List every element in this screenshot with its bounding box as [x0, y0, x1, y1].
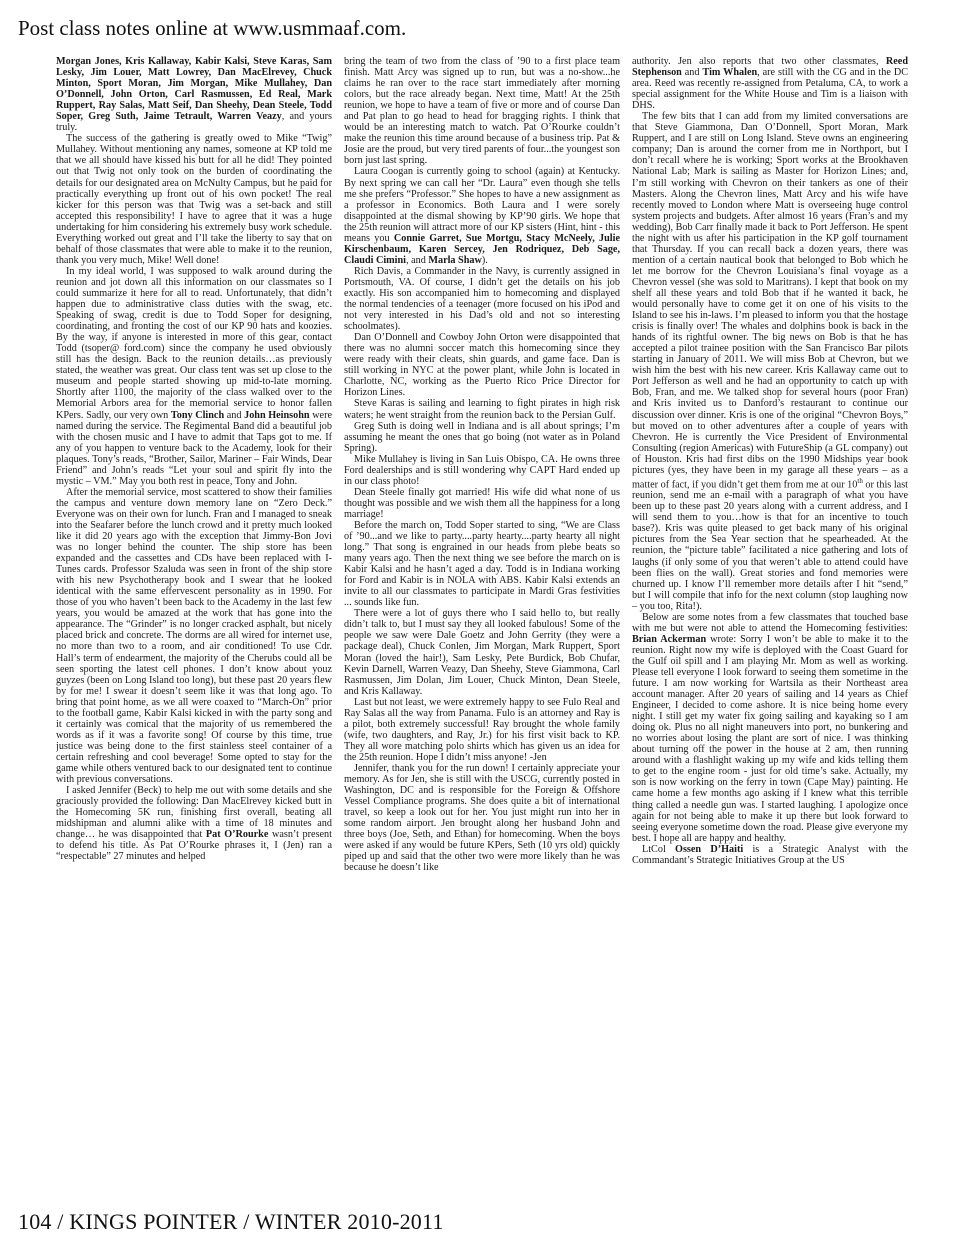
paragraph: bring the team of two from the class of ’90 to a first place team finish. Matt Arcy was signed up to run, but was a no-show...he claims he ran over to the race start immediately after morning colors, but the race already began. Next time, Matt! At the 25th reunion, we hope to have a team of five or more and of course Dan and Pat plan to go head to head for bragging rights. I think that would be an interesting match to watch. Pat O’Rourke couldn’t make the reunion this time around because of a business trip. Pat & Josie are the proud, but very tired parents of four...the youngest son born just last spring.	[344, 56, 620, 167]
article-column-2	[344, 56, 620, 1180]
paragraph: There were a lot of guys there who I said hello to, but really didn’t talk to, but I must say they all looked fabulous! Some of the people we saw were Dale Goetz and John Gerrity (they were a package deal), Chuck Conlen, Jim Morgan, Mark Ruppert, Sport Moran (loved the hair!), Sam Lesky, Pete Burdick, Bob Chufar, Kevin Darnell, Warren Veazy, Dan Sheehy, Steve Giammona, Carl Rasmussen, Jim Dolan, Jim Louer, Chuck Minton, Dean Steele, and Kris Kallaway.	[344, 608, 620, 697]
paragraph: Mike Mullahey is living in San Luis Obispo, CA. He owns three Ford dealerships and is still wondering why CAPT Hard ended up in our class photo!	[344, 453, 620, 487]
paragraph: Dan O’Donnell and Cowboy John Orton were disappointed that there was no alumni soccer match this homecoming since they were ready with their cleats, shin guards, and game face. Dan is still working in NYC at the power plant, while John is located in Charlotte, NC, working as the Puerto Rico Price Director for Horizon Lines.	[344, 332, 620, 399]
paragraph: I asked Jennifer (Beck) to help me out with some details and she graciously provided the following: Dan MacElrevey kicked butt in the Homecoming 5K run, finishing first overall, beating all midshipman and alumni alike with a time of 18 minutes and change… he was disappointed that Pat O’Rourke wasn’t present to defend his title. As Pat O’Rourke phrases it, I (Jen) ran a “respectable” 27 minutes and helped	[56, 785, 332, 863]
paragraph: Jennifer, thank you for the run down! I certainly appreciate your memory. As for Jen, she is still with the USCG, currently posted in Washington, DC and is responsible for the Foreign & Offshore Vessel Compliance programs. She does quite a bit of international travel, so keep a look out for her. You just might run into her in some random airport. Jen brought along her husband John and three boys (Joe, Seth, and Ethan) for homecoming. When the boys were asked if any would be future KPers, Seth (10 yrs old) quickly piped up and said that the other two were more likely than he was because he doesn’t like	[344, 763, 620, 874]
paragraph: Greg Suth is doing well in Indiana and is all about springs; I’m assuming he meant the ones that go boing (not water as in Poland Spring).	[344, 420, 620, 454]
page-folio: 104 / KINGS POINTER / WINTER 2010-2011	[18, 1209, 444, 1234]
paragraph: Morgan Jones, Kris Kallaway, Kabir Kalsi, Steve Karas, Sam Lesky, Jim Louer, Matt Lowrey, Dan MacElrevey, Chuck Minton, Sport Moran, Jim Morgan, Mike Mullahey, Dan O’Donnell, John Orton, Carl Rasmussen, Ed Real, Mark Ruppert, Ray Salas, Matt Seif, Dan Sheehy, Dean Steele, Todd Soper, Greg Suth, Jaime Tetrault, Warren Veazy, and yours truly.	[56, 56, 332, 134]
paragraph: Dean Steele finally got married! His wife did what none of us thought was possible and we wish them all the happiness for a long marriage!	[344, 486, 620, 520]
paragraph: Below are some notes from a few classmates that touched base with me but were not able to attend the Homecoming festivities: Brian Ackerman wrote: Sorry I won’t be able to make it to the reunion. Right now my wife is deployed with the Coast Guard for the Gulf oil spill and I am playing Mr. Mom as well as working. Please tell everyone I look forward to seeing them sometime in the future. I am now working for Wartsila as their Northeast area account manager. After 20 years of sailing and 14 years as Chief Engineer, I decided to come ashore. It is nice being home every night. I still get my water fix going sailing and kayaking so I am doing ok. Plus no all night maneuvers into port, no bunkering and no worries about losing the plant are sort of nice. I was thinking about turning off the power in the house at 2 am, then running around with a flashlight waking up my wife and kids telling them to get to the engine room - just for old time’s sake. Actually, my son is now working on the ferry in town (Cape May) painting. He came home a few months ago asking if I knew what this terrible thing called a needle gun was. I started laughing. I apologize once again for not being able to make it up there but look forward to seeing everyone sometime down the road. Please give everyone my best. I hope all are happy and healthy.	[632, 611, 908, 844]
paragraph: The success of the gathering is greatly owed to Mike “Twig” Mullahey. Without mentioning any names, someone at KP told me that we all should have kissed his butt for all he did! They pointed out that Twig not only took on the burden of coordinating the details for our designated area on McNulty Campus, but he paid for practically everything up front out of his own pocket! The real kicker for this person was that Twig was a set-back and still accepted this responsibility! I have to agree that it was a huge undertaking for him considering his extremely busy work schedule. Everything worked out great and I’ll take the liberty to say that on behalf of those classmates that were able to make it to the reunion, thank you very much, Mike! Well done!	[56, 133, 332, 266]
article-column-1	[56, 56, 332, 1180]
article-columns	[56, 56, 908, 1180]
paragraph: In my ideal world, I was supposed to walk around during the reunion and jot down all this information on our classmates so I could summarize it here for all to read. Unfortunately, that didn’t happen due to administrative class duties with the swag, etc. Speaking of swag, credit is due to Todd Soper for designing, coordinating, and fronting the cost of our KP 90 hats and koozies. By the way, if anyone is interested in more of this gear, contact Todd (tsoper@ ford.com) since the company he used obviously still has the design. Back to the reunion details…as previously stated, the weather was great. Our class tent was set up close to the museum and people started showing up mid-to-late morning. Shortly after 1100, the majority of the class walked over to the Memorial Arbors area for the memorial service to honor fallen KPers. Sadly, our very own Tony Clinch and John Heinsohn were named during the service. The Regimental Band did a beautiful job with the chosen music and I have to admit that Taps got to me. If any of you happen to venture back to the Academy, look for their plaques. Tony’s reads, “Brother, Sailor, Mariner – Fair Winds, Dear Friend” and John’s reads “Let your soul and spirit fly into the mystic – VM.” May you both rest in peace, Tony and John.	[56, 265, 332, 487]
paragraph: Rich Davis, a Commander in the Navy, is currently assigned in Portsmouth, VA. Of course, I didn’t get the details on his job exactly. His son accompanied him to homecoming and displayed the normal tendencies of a teenager (more focused on his iPod and not very interested in his Dad’s old and not so interesting schoolmates).	[344, 265, 620, 333]
page-top-line: Post class notes online at www.usmmaaf.com.	[18, 16, 407, 40]
paragraph: LtCol Ossen D’Haiti is a Strategic Analyst with the Commandant’s Strategic Initiatives Group at the US	[632, 843, 908, 866]
paragraph: Before the march on, Todd Soper started to sing, “We are Class of ’90...and we like to party....party hearty....party hearty all night long.” That song is engrained in our heads from plebe beats so many years ago. Then the next thing we see before the march on is Kabir Kalsi and he hasn’t aged a day. Todd is in Indiana working for Ford and Kabir is in NOLA with ABS. Kabir Kalsi extends an invite to all our classmates to participate in Mardi Gras festivities ... sounds like fun.	[344, 519, 620, 609]
paragraph: After the memorial service, most scattered to show their families the campus and venture down memory lane on “Zero Deck.” Everyone was on their own for lunch. Fran and I managed to sneak into the Seafarer before the lunch crowd and it pretty much looked like it did 20 years ago with the exception that Jimmy-Bon Jovi was no longer behind the counter. The ship store has been expanded and the cassettes and CDs have been replaced with I-Tunes cards. Professor Szaluda was seen in front of the ship store with his new Psychotherapy book and I swear that he looked identical with the same effervescent personality as in 1990. For those of you who haven’t been back to the Academy in the last few years, you would be amazed at the work that has gone into the appearance. The “Grinder” is no longer cracked asphalt, but nicely placed brick and concrete. The dorms are all wired for internet use, no more than two to a room, and air conditioned! To use Cdr. Hall’s term of endearment, the majority of the Cherubs could all be seen sporting the latest cell phones. I don’t know about youz guyzes (been on Long Island too long), but these past 20 years flew by for me! I swear it doesn’t seem like it was that long ago. To bring that point home, as we all were coaxed to “March-On” prior to the football game, Kabir Kalsi kicked in with the party song and it certainly was comical that the majority of us remembered the words as if it was a favorite song! Of course by this time, true justice was being done to the first stainless steel container of a certain refreshing and cool beverage! Some opted to stay for the game while others ventured back to our designated tent to continue with previous conversations.	[56, 486, 332, 786]
paragraph: authority. Jen also reports that two other classmates, Reed Stephenson and Tim Whalen, are still with the CG and in the DC area. Reed was recently re-assigned from Petaluma, CA, to work a special assignment for the White House and Tim is a liaison with DHS.	[632, 56, 908, 112]
article-column-3	[632, 56, 908, 1180]
paragraph: Steve Karas is sailing and learning to fight pirates in high risk waters; he went straight from the reunion back to the Persian Gulf.	[344, 398, 620, 421]
paragraph: Laura Coogan is currently going to school (again) at Kentucky. By next spring we can call her “Dr. Laura” even though she tells me she prefers “Professor.” She hopes to have a new assignment as a professor in Economics. Both Laura and I were sorely disappointed at the dismal showing by KP’90 girls. We hope that the 25th reunion will attract more of our KP sisters (Hint, hint - this means you Connie Garret, Sue Mortgu, Stacy McNeely, Julie Kirschenbaum, Karen Sercey, Jen Rodriquez, Deb Sage, Claudi Cimini, and Marla Shaw).	[344, 166, 620, 266]
paragraph: Last but not least, we were extremely happy to see Fulo Real and Ray Salas all the way from Panama. Fulo is an attorney and Ray is a pilot, both extremely successful! Ray brought the whole family (wife, two daughters, and Ray, Jr.) for his first visit back to KP. They all wore matching polo shirts which has given us an idea for the 25th reunion. Hope I didn’t miss anyone! -Jen	[344, 696, 620, 763]
paragraph: The few bits that I can add from my limited conversations are that Steve Giammona, Dan O’Donnell, Sport Moran, Mark Ruppert, and I are still on Long Island. Steve owns an engineering company; Dan is around the corner from me in Northport, but I don’t recall where he is working; Sport works at the Brookhaven National Lab; Mark is sailing as Master for Horizon Lines; and, I’m still working with Chevron on their tankers as one of their Masters. Along the Chevron lines, Matt Arcy and his wife have recently moved to London where Matt is overseeing huge control system projects and budgets. After almost 16 years (Fran’s and my wedding), Bob Carr finally made it back to Port Jefferson. He spent the night with us after his participation in the KP golf tournament that Thursday. If you can recall back a dozen years, there was mention of a certain nautical book that belonged to Bob which he let me borrow for the Chevron Louisiana’s final voyage as a Chevron vessel (she was sold to Maritrans). I kept that book on my shelf all these years and told Bob that if he wanted it back, he would personally have to come get it on one of his visits to the Island to see his in-laws. I’m pleased to inform you that the hostage crisis is finally over! The whales and dolphins book is back in the hands of its rightful owner. The big news on Bob is that he has accepted a pilot trainee position with the San Francisco Bar pilots starting in January of 2011. We will miss Bob at Chevron, but we wish him the best with his new career. Kris Kallaway came out to Port Jefferson as well and he had an opportunity to catch up with Bob, Fran, and me. We talked shop for several hours (poor Fran) and Kris invited us to Danford’s restaurant to continue our discussion over dinner. Kris is one of the original “Chevron Boys,” but moved on to other adventures after a couple of years with Chevron. He is currently the Vice President of Environmental Consulting (region Americas) with FutureShip (a GL company) out of Houston. Kris had first dibs on the 1990 Midships year book pictures (yes, they have been in my garage all these years – as a matter of fact, if you didn’t get them from me at our 10th or this last reunion, send me an e-mail with a paragraph of what you have been up to these past 20 years along with a current address, and I will send them to you…how is that for an incentive to touch base?). Kris was quite pleased to get back many of his original pictures from the Sea Year section that he spearheaded. At the reunion, the “picture table” facilitated a nice gathering and lots of laughs (if only some of you that weren’t able to attend could have been flies on the wall). Great stories and fond memories were churned up. I know I’ll remember more details after I hit “send,” but I will compile that info for the next column (stop laughing now – you too, Rita!).	[632, 111, 908, 612]
